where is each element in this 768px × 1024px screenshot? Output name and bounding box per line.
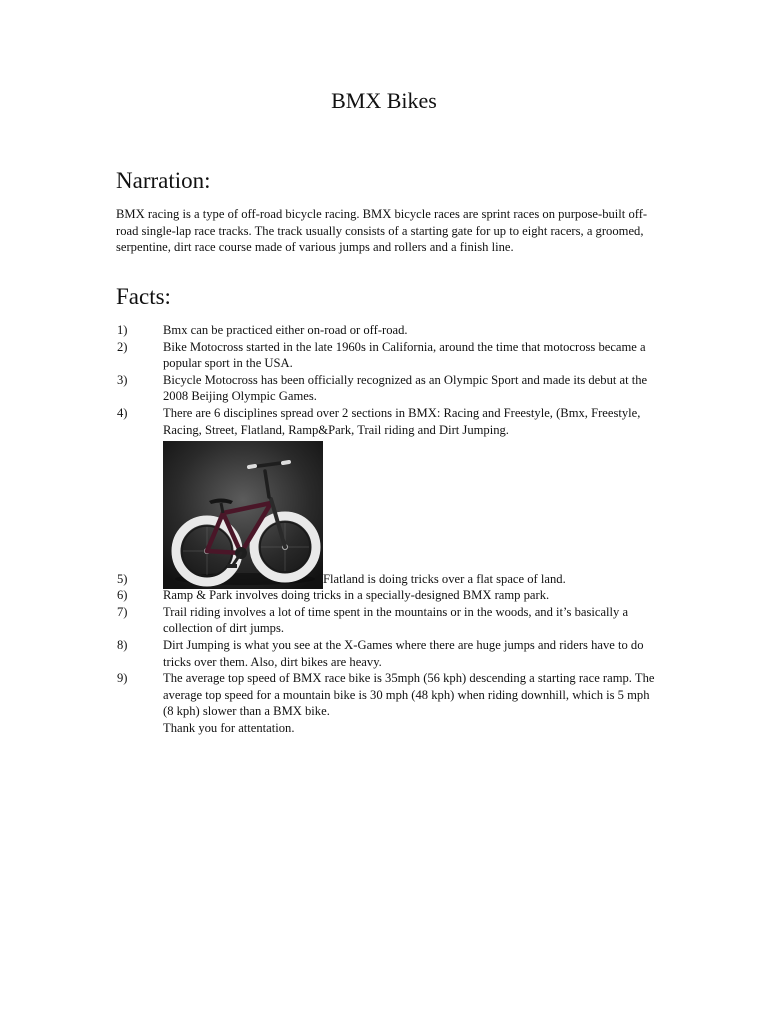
fact-item-9 [116, 670, 656, 736]
fact-item-2 [116, 339, 656, 372]
fact-item-3 [116, 372, 656, 405]
fact-text: Flatland is doing tricks over a flat space of land. [323, 571, 566, 586]
fact-text: Trail riding involves a lot of time spent in the mountains or in the woods, and it’s basically a collection of dirt jumps. [163, 604, 629, 636]
fact-item-5 [116, 439, 656, 587]
fact-item-8 [116, 637, 656, 670]
fact-number: 7) [117, 604, 128, 619]
facts-list [116, 322, 656, 737]
narration-paragraph: BMX racing is a type of off-road bicycle racing. BMX bicycle races are sprint races on purpose-built off-road single-lap race tracks. The track usually consists of a starting gate for up to eight racers, a groomed, serpentine, dirt race course made of various jumps and rollers and a finish line. [116, 207, 648, 255]
fact-number: 1) [117, 323, 128, 337]
fact-number: 8) [117, 637, 128, 652]
facts-heading: Facts: [116, 284, 171, 309]
fact-item-7 [116, 604, 656, 637]
fact-text-body: The average top speed of BMX race bike is 35mph (56 kph) descending a starting race ramp. The average top speed for a mountain bike is 30 mph (48 kph) when riding downhill, which is 5 mph (8 kph) slower than a BMX bike. [163, 671, 655, 719]
fact-item-4 [116, 405, 656, 438]
closing-text: Thank you for attentation. [163, 720, 295, 735]
fact-number: 2) [117, 339, 128, 354]
fact-item-6 [116, 587, 656, 604]
fact-number: 9) [117, 671, 128, 686]
fact-text: Bmx can be practiced either on-road or off-road. [163, 323, 408, 337]
document-title: BMX Bikes [331, 88, 437, 113]
fact-text [163, 670, 656, 736]
fact-text: Ramp & Park involves doing tricks in a specially-designed BMX ramp park. [163, 588, 550, 603]
fact-text: Dirt Jumping is what you see at the X-Games where there are huge jumps and riders have to do tricks over them. Also, dirt bikes are heavy. [163, 637, 644, 669]
fact-number: 5) [117, 571, 128, 586]
fact-number: 6) [117, 588, 128, 603]
fact-number: 3) [117, 372, 128, 387]
fact-text: Bicycle Motocross has been officially recognized as an Olympic Sport and made its debut at the 2008 Beijing Olympic Games. [163, 372, 648, 404]
fact-text: Bike Motocross started in the late 1960s in California, around the time that motocross became a popular sport in the USA. [163, 339, 646, 371]
narration-heading: Narration: [116, 168, 211, 193]
fact-item-1 [116, 322, 656, 339]
fact-number: 4) [117, 405, 128, 420]
bmx-bike-photo [163, 441, 323, 589]
fact-text: There are 6 disciplines spread over 2 sections in BMX: Racing and Freestyle, (Bmx, Freestyle, Racing, Street, Flatland, Ramp&Park, Trail riding and Dirt Jumping. [163, 405, 641, 437]
